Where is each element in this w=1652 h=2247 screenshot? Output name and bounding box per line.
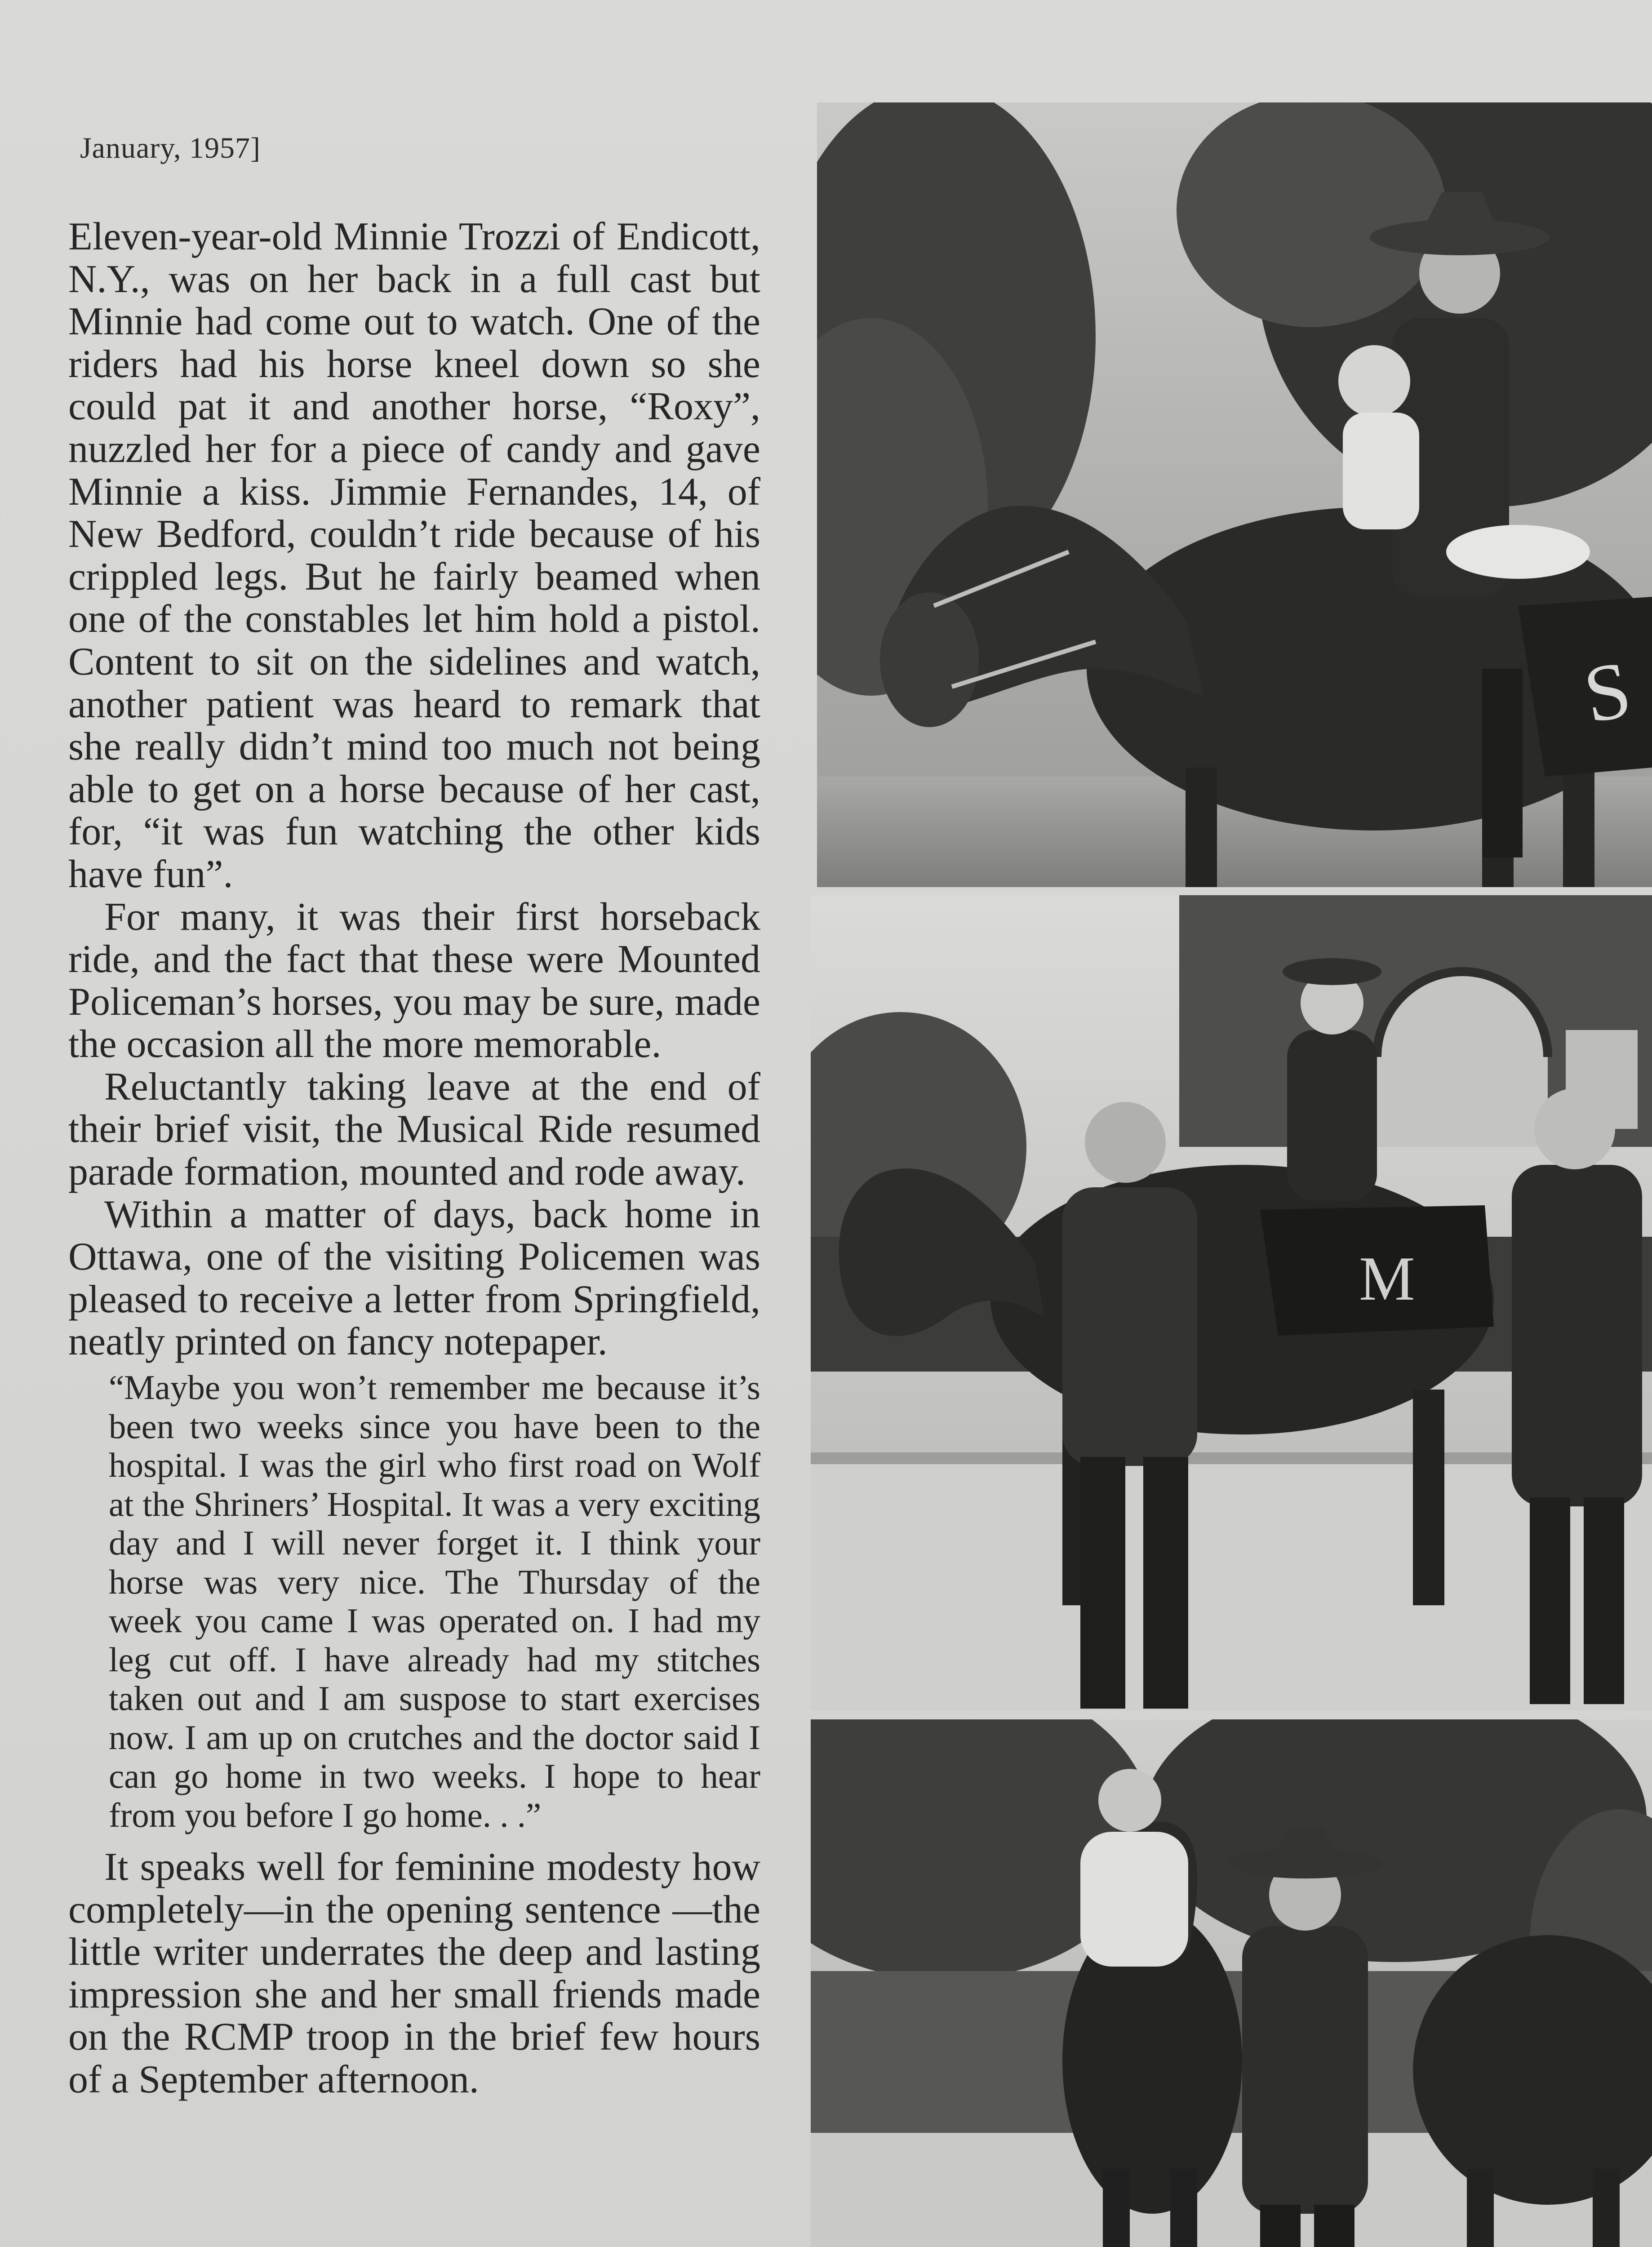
photo-illustration [817, 102, 1652, 887]
photo-illustration [811, 895, 1652, 1710]
article-text-column [68, 216, 760, 2101]
running-head: January, 1957] [80, 132, 261, 164]
article-paragraph: Within a matter of days, back home in Ottawa, one of the visiting Policemen was pleased to receive a letter from Springfield, neatly printed on fancy notepaper. [68, 1192, 760, 1364]
quoted-letter: “Maybe you won’t remember me because it’s been two weeks since you have been to the hospital. I was the girl who first road on Wolf at the Shriners’ Hospital. It was a very exciting day and I will never forget it. I think your horse was very nice. The Thursday of the week you came I was operated on. I had my leg cut off. I have already had my stitches taken out and I am suspose to start exercises now. I am up on crutches and the doctor said I can go home in two weeks. I hope to hear from you before I go home. . .” [109, 1368, 760, 1834]
closing-paragraph: It speaks well for feminine modesty how completely—in the opening sentence —the little writer underrates the deep and lasting impression she and her small friends made on the RCMP troop in the brief few hours of a September afternoon. [68, 1845, 760, 2101]
svg-text:M: M [1359, 1244, 1415, 1314]
photo-mounted-constable-with-child [817, 102, 1652, 887]
photo-constable-leading-horse [811, 895, 1652, 1710]
article-paragraph: Eleven-year-old Minnie Trozzi of Endicott, N.Y., was on her back in a full cast but Minnie had come out to watch. One of the riders had his horse kneel down so she could pat it and another horse, “Roxy”, nuzzled her for a piece of candy and gave Minnie a kiss. Jimmie Fernandes, 14, of New Bedford, couldn’t ride because of his crippled legs. But he fairly beamed when one of the constables let him hold a pistol. Content to sit on the sidelines and watch, another patient was heard to remark that she really didn’t mind too much not being able to get on a horse because of her cast, for, “it was fun watching the other kids have fun”. [68, 215, 760, 896]
article-paragraph: Reluctantly taking leave at the end of their brief visit, the Musical Ride resumed parade formation, mounted and rode away. [68, 1065, 760, 1194]
photo-boy-riding-with-constable [811, 1719, 1652, 2247]
svg-text:S: S [1577, 644, 1638, 740]
photo-illustration [811, 1719, 1652, 2247]
article-paragraph: For many, it was their first horseback ride, and the fact that these were Mounted Policeman’s horses, you may be sure, made the occasion all the more memorable. [68, 895, 760, 1066]
